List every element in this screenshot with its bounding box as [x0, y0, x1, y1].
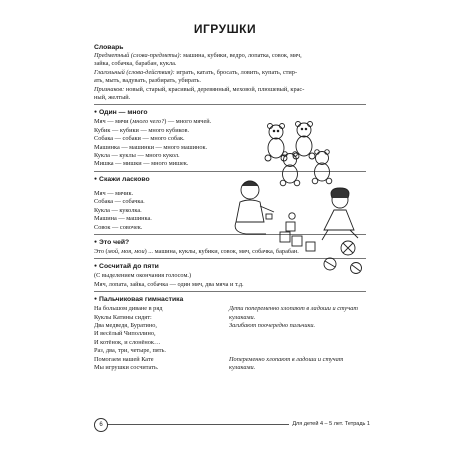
vocabulary-adjectives — [94, 86, 366, 94]
poem-row — [94, 364, 366, 372]
affectionate-heading: ● Скажи ласково — [94, 175, 366, 185]
poem-instruction: Попеременно хлопают в ладоши и стучат — [229, 355, 344, 363]
poem-instruction: Дети попеременно хлопают в ладоши и стучат — [229, 305, 358, 313]
page-number: 6 — [94, 418, 108, 432]
poem-line: Помогаем нашей Кате — [94, 355, 154, 363]
poem-line: Два медведя, Буратино, — [94, 321, 157, 329]
poem-line: Раз, два, три, четыре, пять. — [94, 347, 166, 355]
verbs-text: играть, катать, бросать, ловить, купать, стир- — [174, 68, 298, 76]
child-illustration — [235, 181, 274, 234]
poem-row — [94, 356, 366, 364]
vocabulary-nouns — [94, 52, 366, 60]
poem-row — [94, 330, 366, 338]
poem-row — [94, 314, 366, 322]
count-heading: ● Сосчитай до пяти — [94, 262, 366, 272]
one-many-line: Машинка — машинки — много машинок. — [94, 143, 208, 151]
one-many-line: Собака — собаки — много собак. — [94, 135, 185, 143]
affectionate-line: Совок — совочек. — [94, 223, 143, 231]
teddy-bears-illustration — [265, 122, 332, 186]
poem-line: На большом диване в ряд — [94, 305, 163, 313]
divider — [94, 291, 366, 292]
affectionate-line: Собака — собачка. — [94, 198, 145, 206]
one-many-line-a: Мяч — мячи ( — [94, 118, 133, 126]
whose-text-a: Это ( — [94, 247, 108, 255]
verbs-label: Глагольный (слова-действия): — [94, 68, 175, 76]
poem-row — [94, 339, 366, 347]
vocabulary-verbs-cont: ать, мыть, вадувать, разбирать, убирать. — [94, 77, 201, 85]
poem-line: И весёлый Чиполлино, — [94, 330, 156, 338]
poem-instruction: Загибают поочередно пальчики. — [229, 321, 316, 329]
poem-instruction: кулаками. — [229, 363, 256, 371]
poem-instruction: кулаками. — [229, 313, 256, 321]
footer-text: Для детей 4 – 5 лет. Тетрадь 1 — [289, 418, 370, 430]
poem-line: И котёнок, и слонёнок… — [94, 338, 161, 346]
adj-text: новый, старый, красивый, деревянный, меховой, плюшевый, крас- — [124, 85, 305, 93]
one-many-line-question: много чего? — [132, 118, 165, 126]
vocabulary-verbs — [94, 69, 366, 77]
vocabulary-heading: Словарь — [94, 44, 124, 51]
toys-illustration — [230, 118, 372, 278]
divider — [94, 104, 366, 105]
poem-row — [94, 305, 366, 313]
count-text: Мяч, лопата, зайка, собачка — один мяч, два мяча и т.д. — [94, 280, 244, 288]
finger-heading: ● Пальчиковая гимнастика — [94, 295, 366, 305]
one-many-line: Кукла — куклы — много кукол. — [94, 152, 180, 160]
nouns-text: машина, кубики, ведро, лопатка, совок, мяч, — [181, 52, 302, 59]
one-many-line: Кубик — кубики — много кубиков. — [94, 126, 190, 134]
poem-line: Куклы Катины сидят: — [94, 313, 152, 321]
affectionate-line: Кукла — куколка. — [94, 206, 142, 214]
one-many-line-b: ) — много мячей. — [164, 118, 212, 126]
balls-illustration — [324, 241, 362, 274]
whose-text-pronouns: мой, моя, мои — [107, 247, 145, 255]
page-footer — [94, 418, 370, 432]
poem-instruction — [229, 330, 366, 338]
count-note: (С выделением окончания голосом.) — [94, 272, 192, 280]
poem-line: Мы игрушки сосчитать. — [94, 363, 159, 371]
poem-row — [94, 322, 366, 330]
affectionate-line: Мяч — мячик. — [94, 189, 134, 197]
one-many-line: Мишка — мишки — много мишек. — [94, 160, 189, 168]
affectionate-line: Машина — машинка. — [94, 215, 152, 223]
poem-instruction — [229, 339, 366, 347]
doll-illustration — [322, 188, 358, 240]
nouns-label: Предметный (слова-предметы): — [94, 52, 182, 59]
poem-instruction — [229, 347, 366, 355]
blocks-illustration — [280, 213, 315, 251]
vocabulary-adjectives-cont: ный, желтый. — [94, 94, 131, 102]
whose-text-b: ) ... машина, куклы, кубики, совок, мяч, собачка, барабан. — [144, 247, 299, 255]
page-title: ИГРУШКИ — [193, 22, 257, 36]
whose-heading: ● Это чей? — [94, 238, 366, 248]
poem-row — [94, 347, 366, 355]
adj-label: Признаков: — [94, 85, 125, 93]
vocabulary-nouns-cont: зайка, собачка, барабан, кукла. — [94, 60, 177, 68]
one-many-heading: ● Один — много — [94, 108, 366, 118]
